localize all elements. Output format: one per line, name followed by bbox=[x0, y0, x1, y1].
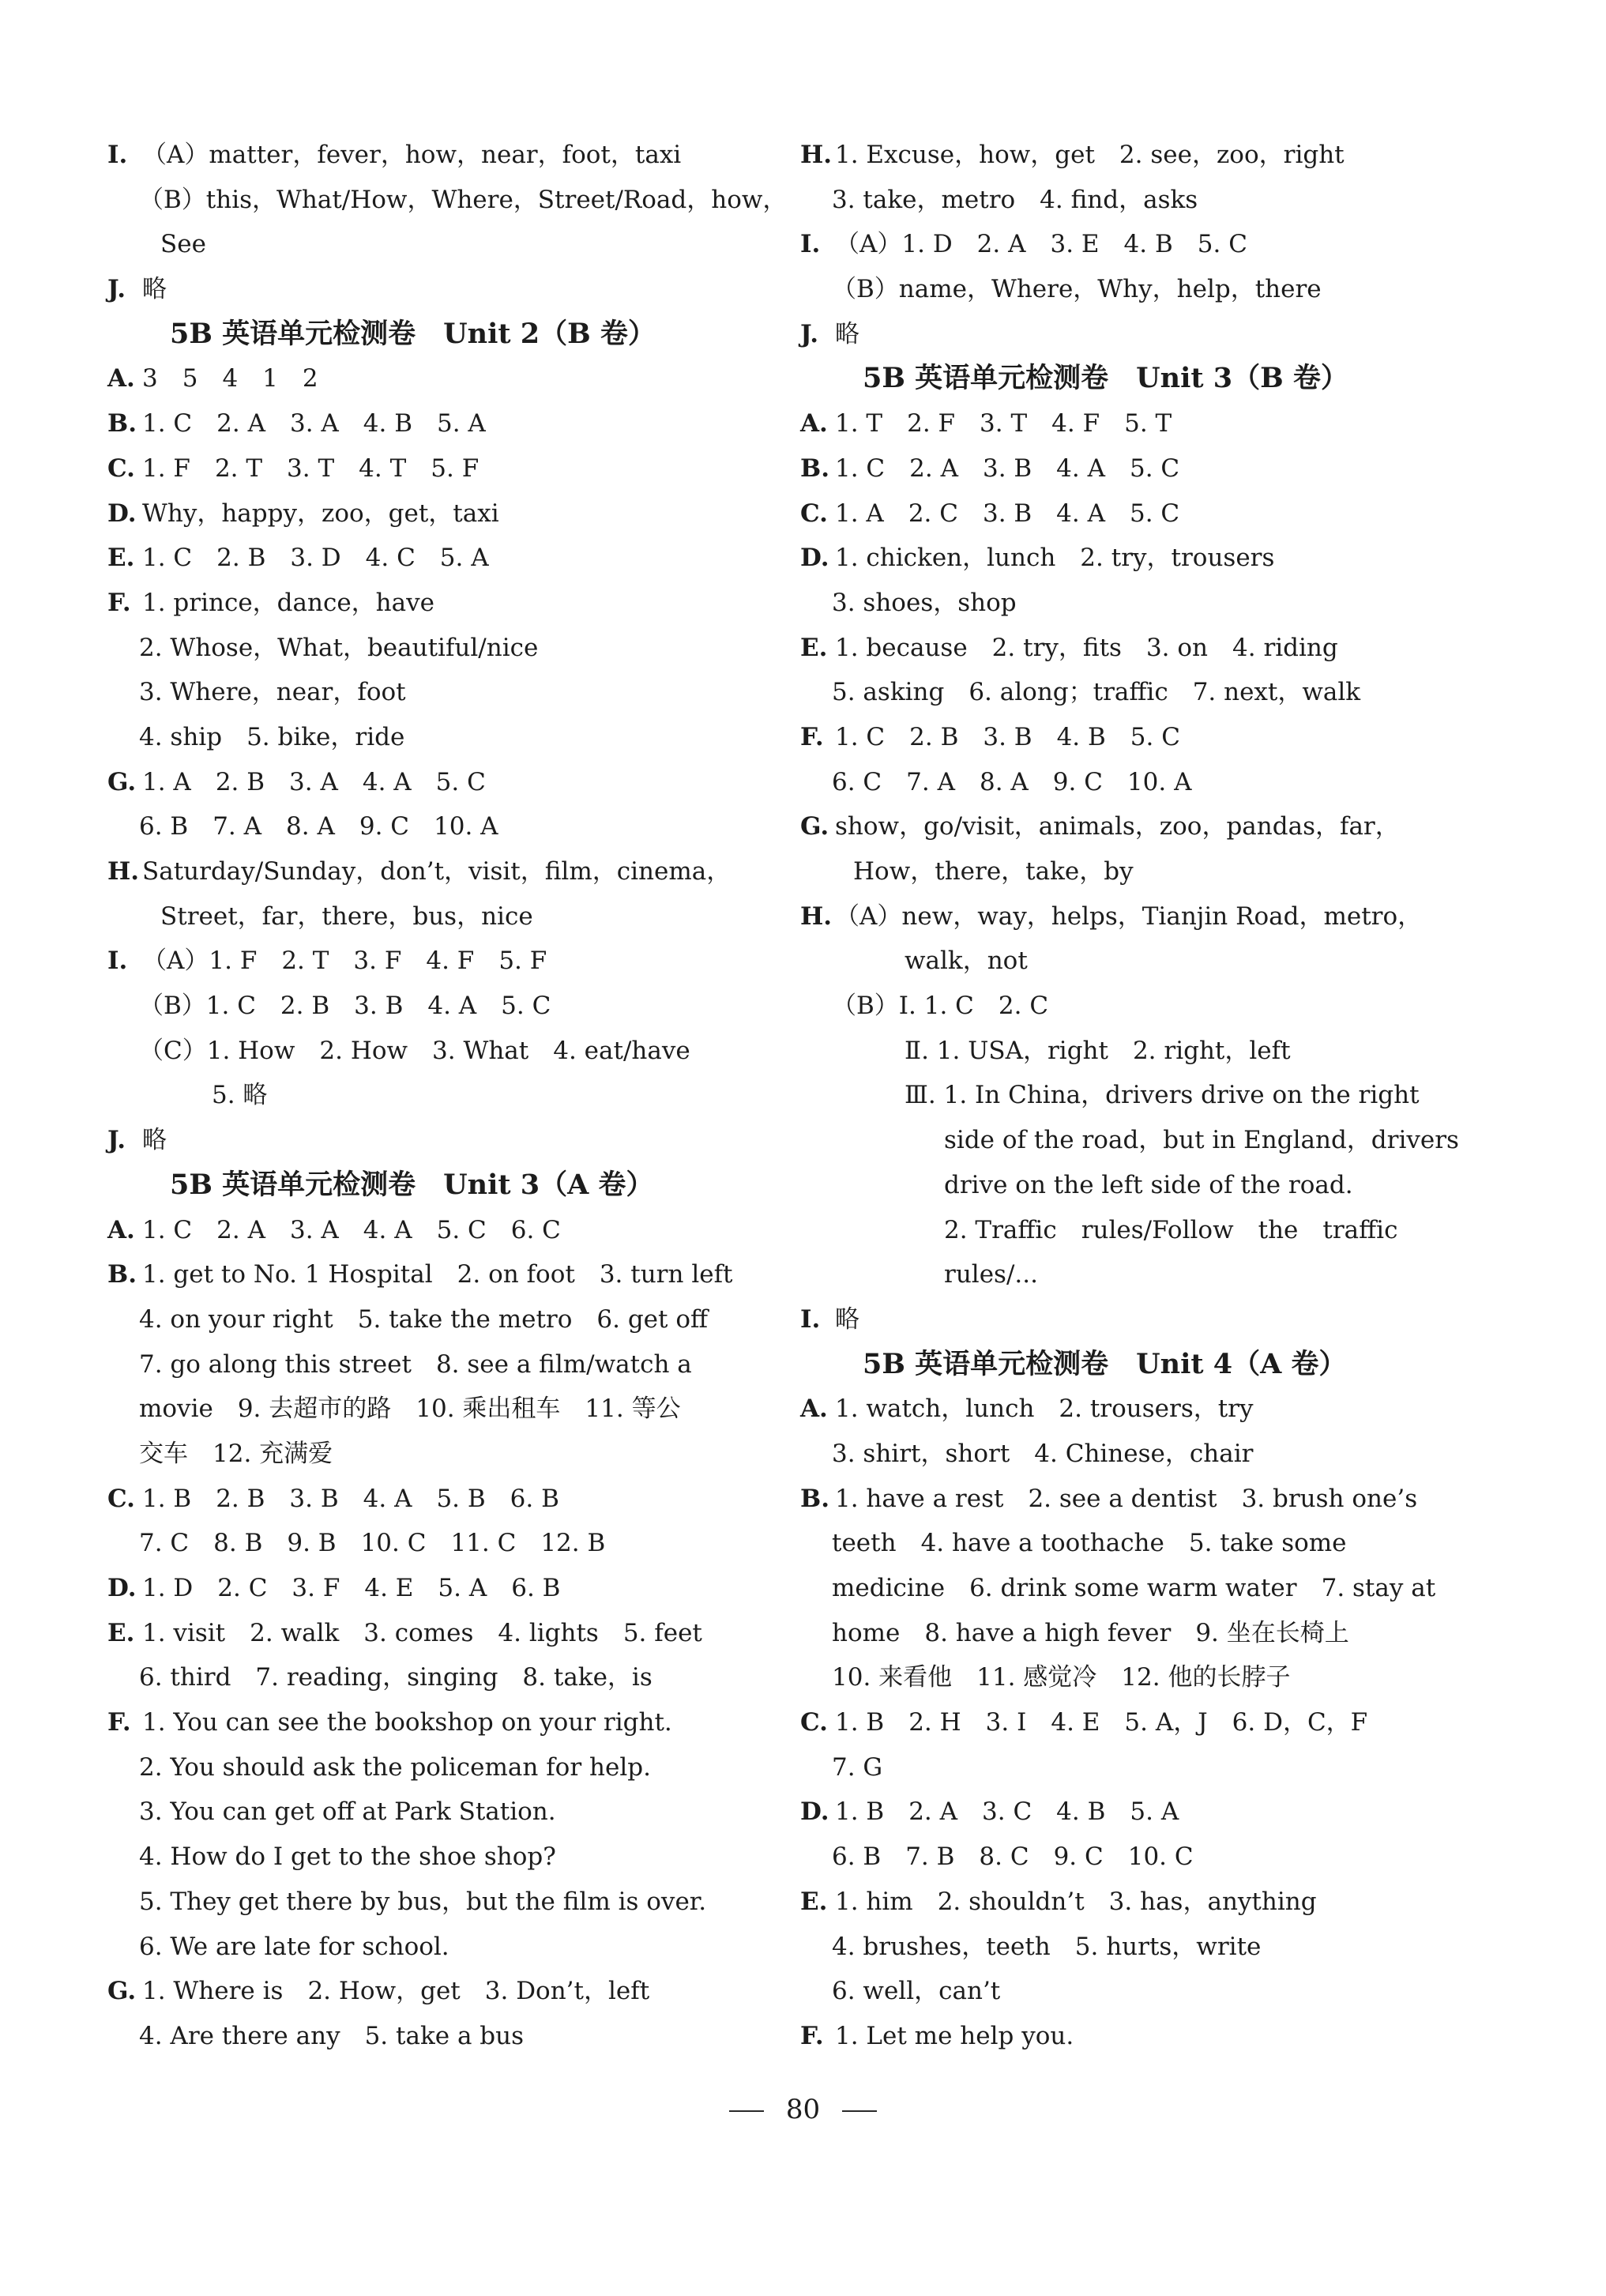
section-label: G. bbox=[107, 1977, 137, 2006]
answer-line bbox=[800, 1700, 1448, 1745]
answer-text: 1. watch，lunch 2. trousers，try bbox=[835, 1395, 1254, 1424]
answer-line bbox=[107, 446, 746, 491]
answer-line bbox=[107, 1969, 746, 2014]
unit-heading: 5B 英语单元检测卷 Unit 4（A 卷） bbox=[863, 1347, 1347, 1380]
answer-text: See bbox=[160, 230, 206, 259]
section-label: C. bbox=[107, 1484, 135, 1513]
answer-line: 7. go along this street 8. see a film/watch a bbox=[139, 1349, 692, 1379]
answer-line bbox=[107, 1477, 746, 1522]
section-label: A. bbox=[107, 364, 135, 393]
section-label: G. bbox=[800, 812, 829, 841]
section-label: E. bbox=[107, 1618, 135, 1647]
section-label: B. bbox=[800, 1484, 829, 1513]
answer-line: 10. 来看他 11. 感觉冷 12. 他的长脖子 bbox=[832, 1663, 1291, 1692]
answer-line bbox=[107, 849, 746, 894]
answer-line: side of the road，but in England，drivers bbox=[944, 1126, 1459, 1155]
section-label: I. bbox=[800, 1304, 821, 1334]
answer-line: 5. asking 6. along；traffic 7. next，walk bbox=[832, 678, 1361, 707]
section-label: G. bbox=[107, 767, 137, 796]
answer-line: 6. B 7. B 8. C 9. C 10. C bbox=[832, 1842, 1194, 1872]
section-label: H. bbox=[800, 901, 833, 931]
answer-line bbox=[107, 1566, 746, 1611]
unit-heading: 5B 英语单元检测卷 Unit 2（B 卷） bbox=[170, 317, 656, 350]
answer-line: 3. You can get off at Park Station. bbox=[139, 1797, 556, 1827]
unit-heading: 5B 英语单元检测卷 Unit 3（A 卷） bbox=[170, 1168, 654, 1201]
section-label: H. bbox=[800, 141, 833, 169]
answer-line: 2. Whose，What，beautiful/nice bbox=[139, 633, 539, 662]
answer-line: rules/... bbox=[944, 1260, 1038, 1289]
answer-line bbox=[800, 1880, 1448, 1925]
answer-line bbox=[800, 491, 1448, 536]
answer-text: 1. B 2. H 3. I 4. E 5. A，J 6. D，C，F bbox=[835, 1708, 1368, 1737]
section-label: J. bbox=[107, 275, 126, 304]
answer-line bbox=[800, 626, 1448, 671]
answer-line: Ⅲ. 1. In China，drivers drive on the right bbox=[905, 1081, 1420, 1110]
answer-line bbox=[107, 760, 746, 805]
answer-text: 1. B 2. B 3. B 4. A 5. B 6. B bbox=[142, 1484, 559, 1513]
section-label: A. bbox=[800, 409, 828, 438]
answer-line bbox=[107, 1700, 746, 1745]
answer-text: 1. Where is 2. How，get 3. Don’t，left bbox=[142, 1977, 650, 2006]
answer-line: 2. Traffic rules/Follow the traffic bbox=[944, 1215, 1398, 1244]
answer-text: 1. have a rest 2. see a dentist 3. brush one’s bbox=[835, 1484, 1418, 1513]
answer-text: 1. visit 2. walk 3. comes 4. lights 5. feet bbox=[142, 1618, 702, 1647]
answer-line: （B）Ⅰ. 1. C 2. C bbox=[832, 992, 1049, 1021]
answer-line: 3. take，metro 4. find，asks bbox=[832, 185, 1198, 214]
answer-text: 1. B 2. A 3. C 4. B 5. A bbox=[835, 1797, 1179, 1827]
answer-line bbox=[107, 581, 746, 626]
answer-text: 1. Let me help you. bbox=[835, 2021, 1074, 2050]
answer-text: 1. C 2. A 3. B 4. A 5. C bbox=[835, 454, 1180, 483]
answer-line: 4. ship 5. bike，ride bbox=[139, 722, 405, 751]
section-label: F. bbox=[800, 2021, 824, 2050]
answer-line: 4. Are there any 5. take a bus bbox=[139, 2021, 524, 2050]
answer-line bbox=[800, 894, 1448, 939]
answer-line: movie 9. 去超市的路 10. 乘出租车 11. 等公 bbox=[139, 1395, 681, 1424]
answer-text: 略 bbox=[835, 1304, 859, 1334]
section-label: J. bbox=[107, 1126, 126, 1155]
answer-line: 2. You should ask the policeman for help. bbox=[139, 1752, 651, 1782]
answer-line: 3. shoes，shop bbox=[832, 588, 1017, 617]
section-label: I. bbox=[107, 947, 128, 976]
section-label: C. bbox=[800, 499, 828, 528]
answer-text: Saturday/Sunday，don’t，visit，film，cinema， bbox=[142, 857, 732, 886]
section-label: E. bbox=[800, 633, 828, 662]
answer-line bbox=[107, 536, 746, 581]
answer-line bbox=[800, 2014, 1448, 2059]
answer-text: 1. D 2. C 3. F 4. E 5. A 6. B bbox=[142, 1574, 561, 1602]
section-label: C. bbox=[107, 454, 135, 483]
answer-text: 1. F 2. T 3. T 4. T 5. F bbox=[142, 454, 480, 483]
answer-line: 6. well，can’t bbox=[832, 1977, 1001, 2006]
section-label: H. bbox=[107, 857, 140, 886]
answer-line bbox=[800, 133, 1448, 178]
answer-line bbox=[107, 1611, 746, 1656]
answer-line bbox=[800, 715, 1448, 760]
answer-text: 略 bbox=[142, 275, 167, 304]
answer-line: 交车 12. 充满爱 bbox=[139, 1439, 333, 1468]
answer-text: 1. get to No. 1 Hospital 2. on foot 3. turn left bbox=[142, 1260, 733, 1289]
answer-line bbox=[800, 312, 1448, 357]
answer-line: 6. C 7. A 8. A 9. C 10. A bbox=[832, 767, 1192, 796]
answer-line bbox=[800, 1387, 1448, 1432]
section-label: C. bbox=[800, 1708, 828, 1737]
answer-line: 6. B 7. A 8. A 9. C 10. A bbox=[139, 812, 498, 841]
section-label: F. bbox=[107, 588, 131, 617]
section-label: A. bbox=[107, 1215, 135, 1244]
answer-line: medicine 6. drink some warm water 7. stay at bbox=[832, 1574, 1436, 1602]
answer-line: 6. third 7. reading，singing 8. take，is bbox=[139, 1663, 653, 1692]
right-column bbox=[800, 133, 1459, 2059]
answer-text: 1. C 2. B 3. D 4. C 5. A bbox=[142, 544, 489, 573]
answer-text: （B）this，What/How，Where，Street/Road，how， bbox=[139, 185, 788, 214]
answer-text: 1. A 2. C 3. B 4. A 5. C bbox=[835, 499, 1180, 528]
answer-line: 3. shirt，short 4. Chinese，chair bbox=[832, 1439, 1254, 1468]
answer-line bbox=[107, 222, 746, 267]
answer-line: home 8. have a high fever 9. 坐在长椅上 bbox=[832, 1618, 1349, 1647]
answer-text: 1. prince，dance，have bbox=[142, 588, 434, 617]
answer-line: 7. G bbox=[832, 1752, 883, 1782]
answer-line: 7. C 8. B 9. B 10. C 11. C 12. B bbox=[139, 1529, 606, 1558]
answer-line bbox=[800, 222, 1448, 267]
answer-text: 1. C 2. A 3. A 4. B 5. A bbox=[142, 409, 486, 438]
answer-line bbox=[800, 401, 1448, 446]
right-dash bbox=[842, 2110, 877, 2112]
left-dash bbox=[729, 2110, 764, 2112]
section-label: B. bbox=[107, 409, 137, 438]
answer-line bbox=[800, 446, 1448, 491]
answer-text: 1. T 2. F 3. T 4. F 5. T bbox=[835, 409, 1172, 438]
answer-line: Ⅱ. 1. USA，right 2. right，left bbox=[905, 1036, 1291, 1065]
section-label: D. bbox=[800, 544, 829, 573]
answer-line bbox=[107, 1208, 746, 1253]
answer-line bbox=[107, 939, 746, 984]
answer-text: （A）1. F 2. T 3. F 4. F 5. F bbox=[142, 947, 547, 976]
section-label: A. bbox=[800, 1395, 828, 1424]
answer-text: 3 5 4 1 2 bbox=[142, 364, 318, 393]
answer-text: 1. C 2. A 3. A 4. A 5. C 6. C bbox=[142, 1215, 561, 1244]
answer-text: 略 bbox=[835, 319, 859, 348]
section-label: D. bbox=[800, 1797, 829, 1827]
answer-line: （B）name，Where，Why，help，there bbox=[832, 275, 1322, 304]
answer-line bbox=[107, 401, 746, 446]
answer-line: 4. How do I get to the shoe shop? bbox=[139, 1842, 556, 1872]
answer-text: （A）new，way，helps，Tianjin Road，metro， bbox=[835, 901, 1423, 931]
answer-text: 1. chicken，lunch 2. try，trousers bbox=[835, 544, 1275, 573]
answer-text: Why，happy，zoo，get，taxi bbox=[142, 499, 499, 528]
answer-line: How，there，take，by bbox=[853, 857, 1134, 886]
section-label: B. bbox=[800, 454, 829, 483]
answer-line: drive on the left side of the road. bbox=[944, 1170, 1353, 1199]
answer-line bbox=[107, 1118, 746, 1163]
answer-text: 1. You can see the bookshop on your right. bbox=[142, 1708, 672, 1737]
section-label: I. bbox=[800, 230, 821, 259]
answer-text: 1. C 2. B 3. B 4. B 5. C bbox=[835, 722, 1180, 751]
answer-line bbox=[107, 267, 746, 312]
section-label: E. bbox=[107, 544, 135, 573]
answer-line: walk，not bbox=[905, 947, 1028, 976]
section-label: D. bbox=[107, 1574, 137, 1602]
answer-line: 5. 略 bbox=[212, 1081, 268, 1110]
answer-line: 4. brushes，teeth 5. hurts，write bbox=[832, 1932, 1262, 1961]
answer-line: 5. They get there by bus，but the film is over. bbox=[139, 1887, 707, 1916]
answer-text: 略 bbox=[142, 1126, 167, 1155]
section-label: J. bbox=[800, 319, 819, 348]
page-number-footer bbox=[0, 2094, 1606, 2125]
answer-line: （C）1. How 2. How 3. What 4. eat/have bbox=[139, 1036, 690, 1065]
page-number: 80 bbox=[785, 2094, 821, 2125]
answer-line: 3. Where，near，foot bbox=[139, 678, 406, 707]
answer-text: 1. him 2. shouldn’t 3. has，anything bbox=[835, 1887, 1317, 1916]
answer-line bbox=[107, 1252, 746, 1297]
unit-heading: 5B 英语单元检测卷 Unit 3（B 卷） bbox=[863, 362, 1348, 395]
answer-line bbox=[107, 356, 746, 401]
section-label: E. bbox=[800, 1887, 828, 1916]
answer-line bbox=[800, 1790, 1448, 1835]
answer-line bbox=[800, 1297, 1448, 1342]
answer-line: （B）1. C 2. B 3. B 4. A 5. C bbox=[139, 992, 551, 1021]
section-label: F. bbox=[800, 722, 824, 751]
section-label: B. bbox=[107, 1260, 137, 1289]
answer-text: 1. A 2. B 3. A 4. A 5. C bbox=[142, 767, 486, 796]
answer-line bbox=[107, 178, 788, 223]
answer-line bbox=[800, 536, 1448, 581]
section-label: F. bbox=[107, 1708, 131, 1737]
answer-line: 4. on your right 5. take the metro 6. get off bbox=[139, 1304, 709, 1334]
answer-line bbox=[107, 133, 746, 178]
answer-text: 1. Excuse，how，get 2. see，zoo，right bbox=[835, 141, 1345, 169]
answer-line bbox=[800, 1477, 1448, 1522]
section-label: I. bbox=[107, 141, 128, 169]
answer-line: 6. We are late for school. bbox=[139, 1932, 449, 1961]
answer-text: （A）matter，fever，how，near，foot，taxi bbox=[142, 141, 682, 169]
answer-line bbox=[800, 804, 1448, 849]
answer-line bbox=[107, 491, 746, 536]
left-column bbox=[107, 133, 788, 2059]
answer-line: Street，far，there，bus，nice bbox=[160, 901, 533, 931]
answer-text: show，go/visit，animals，zoo，pandas，far， bbox=[835, 812, 1400, 841]
answer-text: （A）1. D 2. A 3. E 4. B 5. C bbox=[835, 230, 1247, 259]
section-label: D. bbox=[107, 499, 137, 528]
answer-text: 1. because 2. try，fits 3. on 4. riding bbox=[835, 633, 1338, 662]
answer-line: teeth 4. have a toothache 5. take some bbox=[832, 1529, 1347, 1558]
